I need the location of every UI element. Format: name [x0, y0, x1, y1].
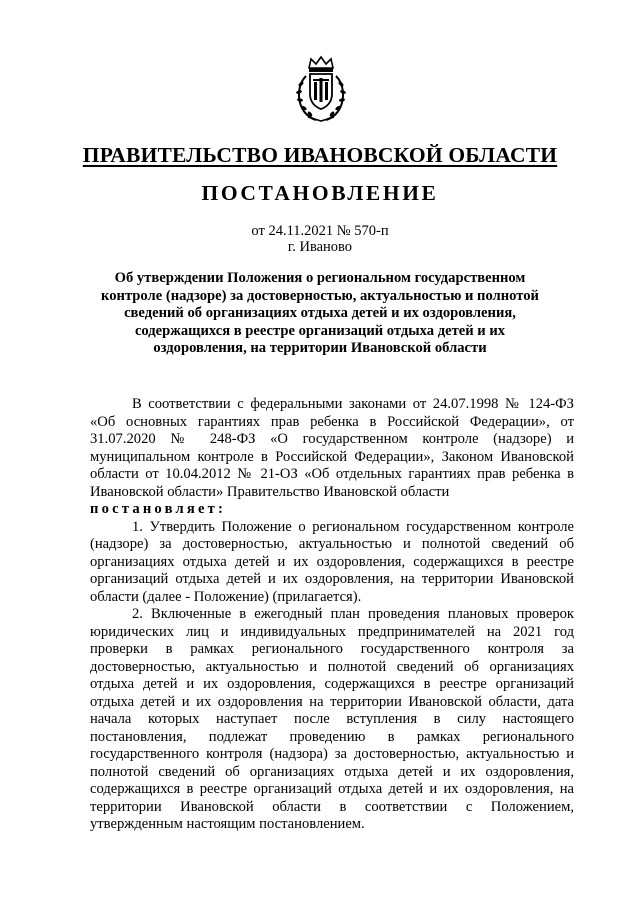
document-title: Об утверждении Положения о региональном государственном контроле (надзоре) за достоверностью, актуальностью и полнотой сведений об организациях отдыха детей и их оздоровления, содержащихся в реестре организаций отдыха детей и их оздоровления, на территории Ивановской области	[101, 270, 539, 356]
preamble-paragraph: В соответствии с федеральными законами от 24.07.1998 № 124-ФЗ «Об основных гарантиях прав ребенка в Российской Федерации», от 31.07.2020 № 248-ФЗ «О государственном контроле (надзоре) и муниципальном контроле в Российской Федерации», Законом Ивановской области от 10.04.2012 № 21-ОЗ «Об отдельных гарантиях прав ребенка в Ивановской области» Правительство Ивановской области	[90, 396, 574, 500]
document-body	[90, 396, 574, 834]
document-date-number: от 24.11.2021 № 570-п	[251, 223, 389, 239]
document-type: ПОСТАНОВЛЕНИЕ	[201, 181, 439, 205]
coat-of-arms-icon	[292, 54, 350, 124]
item-1-paragraph: 1. Утвердить Положение о региональном государственном контроле (надзоре) за достоверностью, актуальностью и полнотой сведений об организациях отдыха детей и их оздоровления, содержащихся в реестре организаций отдыха детей и их оздоровления, на территории Ивановской области (далее - Положение) (прилагается).	[90, 518, 574, 605]
item-2-paragraph: 2. Включенные в ежегодный план проведения плановых проверок юридических лиц и индивидуальных предпринимателей на 2021 год проверки в рамках регионального государственного контроля за достоверностью, актуальностью и полнотой сведений об организациях отдыха детей и их оздоровления, содержащихся в реестре организаций отдыха детей и их оздоровления на территории Ивановской области, дата начала которых наступает после вступления в силу настоящего постановления, подлежат проведению в рамках регионального государственного контроля (надзора) за достоверностью, актуальностью и полнотой сведений об организациях отдыха детей и их оздоровления, содержащихся в реестре организаций отдыха детей и их оздоровления, на территории Ивановской области в соответствии с Положением, утвержденным настоящим постановлением.	[90, 606, 574, 832]
resolve-word: постановляет:	[90, 501, 227, 517]
document-city: г. Иваново	[287, 239, 353, 255]
organization-name: ПРАВИТЕЛЬСТВО ИВАНОВСКОЙ ОБЛАСТИ	[82, 143, 558, 167]
